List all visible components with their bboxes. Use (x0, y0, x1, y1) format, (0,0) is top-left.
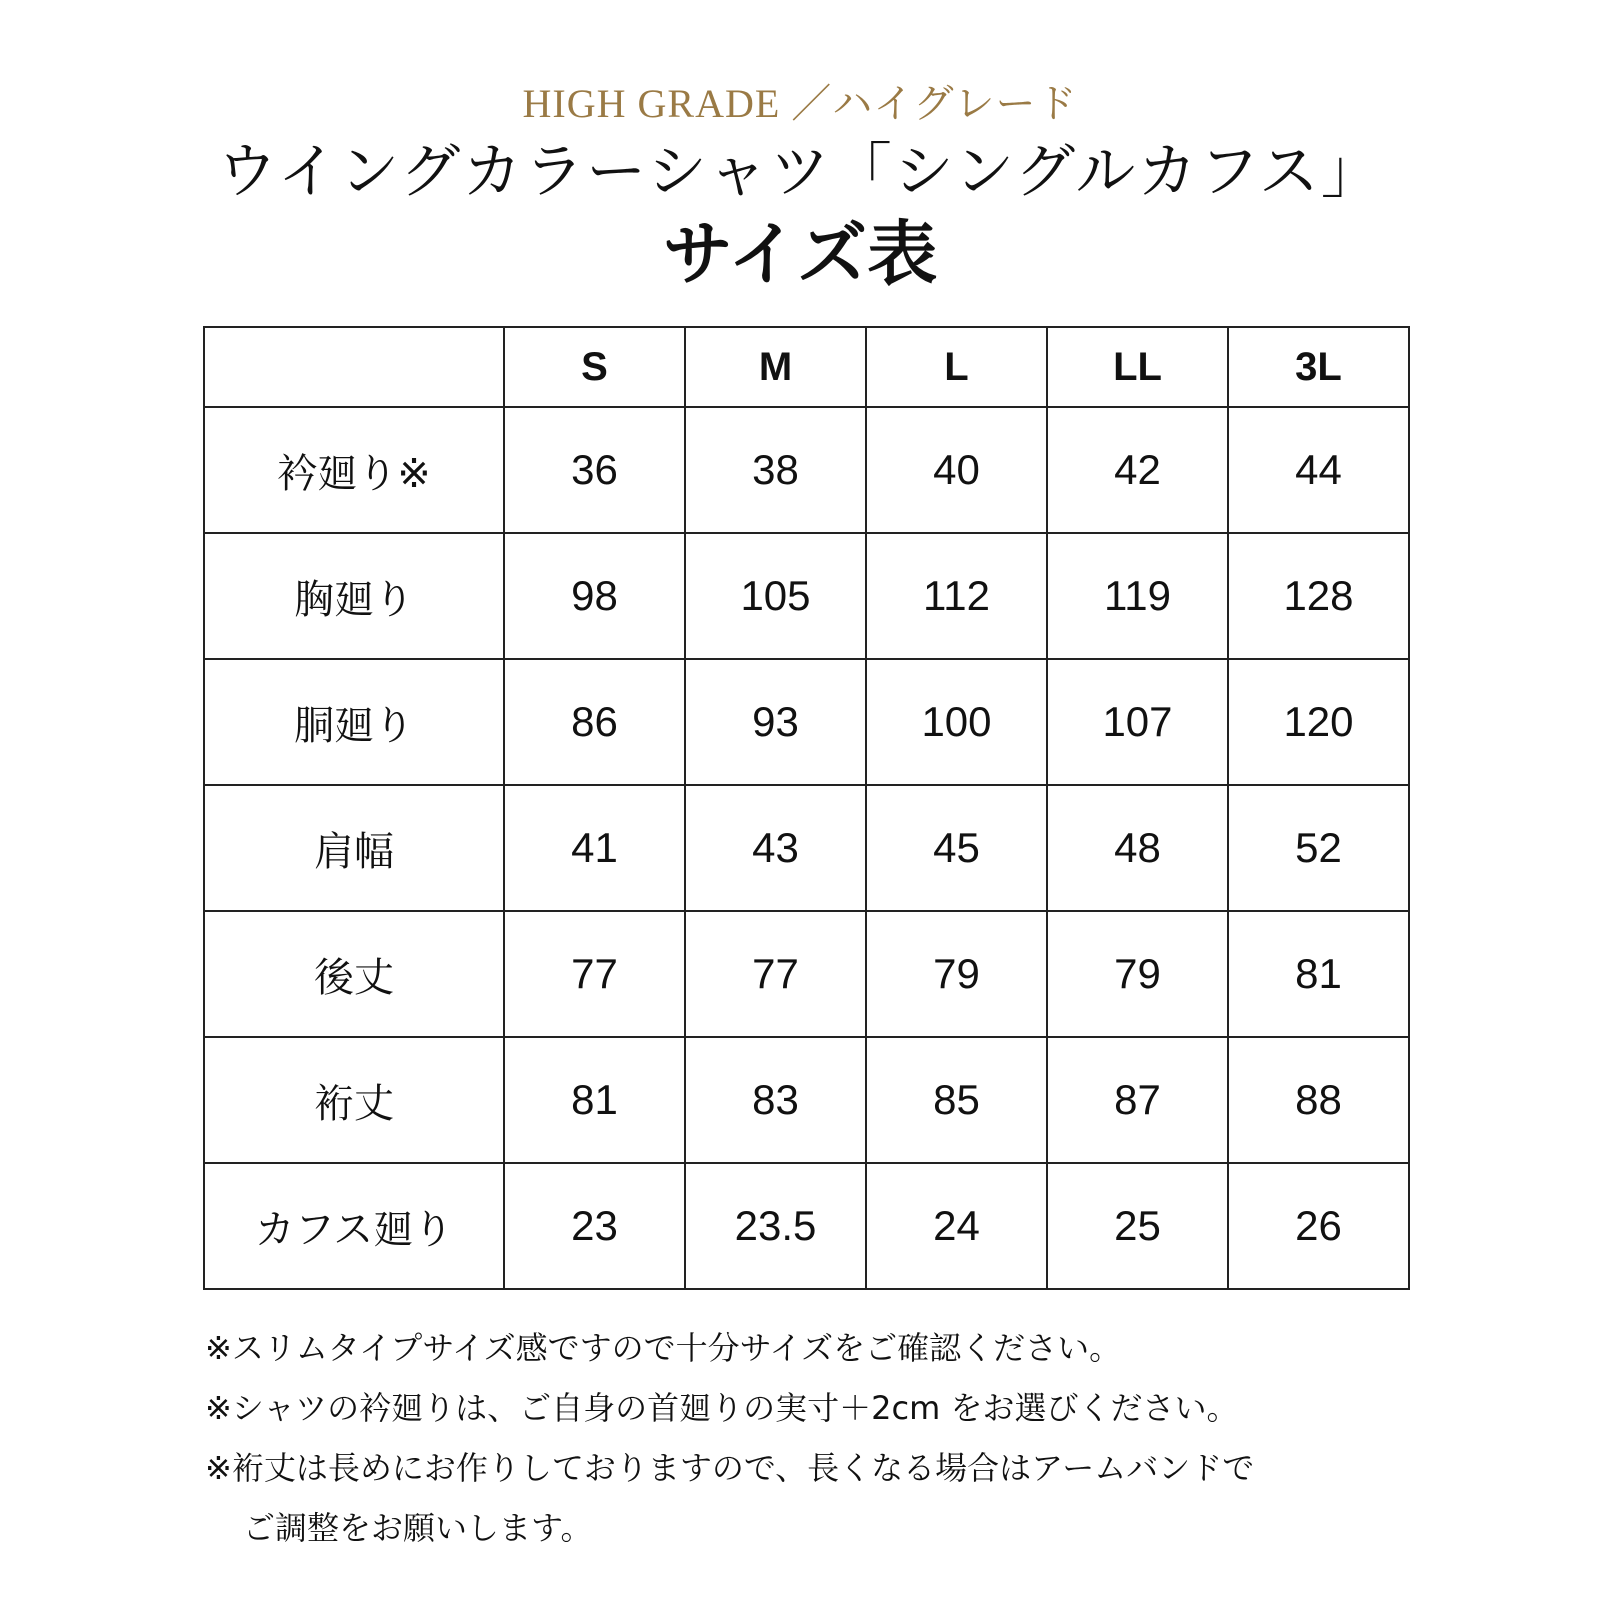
table-cell: 107 (1047, 659, 1228, 785)
table-cell: 36 (504, 407, 685, 533)
size-header-ll: LL (1047, 327, 1228, 407)
notes (205, 1318, 1585, 1558)
product-title: ウイングカラーシャツ「シングルカフス」 (217, 137, 1383, 207)
table-cell: 79 (866, 911, 1047, 1037)
table-cell: 77 (685, 911, 866, 1037)
row-label-cuff: カフス廻り (204, 1163, 504, 1289)
table-row (204, 533, 1409, 659)
table-cell: 42 (1047, 407, 1228, 533)
table-cell: 86 (504, 659, 685, 785)
size-table (203, 326, 1410, 1290)
table-cell: 38 (685, 407, 866, 533)
table-row (204, 785, 1409, 911)
table-cell: 25 (1047, 1163, 1228, 1289)
row-label-sleeve-length: 裄丈 (204, 1037, 504, 1163)
row-label-collar: 衿廻り※ (204, 407, 504, 533)
size-header-m: M (685, 327, 866, 407)
grade-label: HIGH GRADE ／ハイグレード (522, 81, 1078, 126)
size-header-3l: 3L (1228, 327, 1409, 407)
table-row (204, 659, 1409, 785)
table-row (204, 911, 1409, 1037)
size-header-row (204, 327, 1409, 407)
table-cell: 52 (1228, 785, 1409, 911)
note-slim-fit: ※スリムタイプサイズ感ですので十分サイズをご確認ください。 (205, 1329, 1122, 1367)
table-cell: 24 (866, 1163, 1047, 1289)
note-collar-size: ※シャツの衿廻りは、ご自身の首廻りの実寸＋2cm をお選びください。 (205, 1389, 1239, 1427)
table-cell: 85 (866, 1037, 1047, 1163)
table-row (204, 407, 1409, 533)
table-cell: 87 (1047, 1037, 1228, 1163)
table-cell: 41 (504, 785, 685, 911)
note-sleeve-length-cont: ご調整をお願いします。 (243, 1509, 593, 1547)
table-cell: 112 (866, 533, 1047, 659)
size-header-l: L (866, 327, 1047, 407)
table-cell: 81 (1228, 911, 1409, 1037)
size-header-s: S (504, 327, 685, 407)
table-cell: 44 (1228, 407, 1409, 533)
row-label-back-length: 後丈 (204, 911, 504, 1037)
table-cell: 119 (1047, 533, 1228, 659)
corner-cell (204, 327, 504, 407)
table-cell: 81 (504, 1037, 685, 1163)
table-cell: 100 (866, 659, 1047, 785)
table-cell: 26 (1228, 1163, 1409, 1289)
table-cell: 23 (504, 1163, 685, 1289)
table-cell: 128 (1228, 533, 1409, 659)
table-cell: 105 (685, 533, 866, 659)
table-row (204, 1037, 1409, 1163)
table-cell: 48 (1047, 785, 1228, 911)
row-label-chest: 胸廻り (204, 533, 504, 659)
note-sleeve-length: ※裄丈は長めにお作りしておりますので、長くなる場合はアームバンドで (205, 1449, 1255, 1487)
table-cell: 43 (685, 785, 866, 911)
table-cell: 40 (866, 407, 1047, 533)
table-cell: 88 (1228, 1037, 1409, 1163)
table-cell: 93 (685, 659, 866, 785)
table-cell: 77 (504, 911, 685, 1037)
table-cell: 79 (1047, 911, 1228, 1037)
table-cell: 120 (1228, 659, 1409, 785)
table-cell: 98 (504, 533, 685, 659)
row-label-waist: 胴廻り (204, 659, 504, 785)
table-cell: 45 (866, 785, 1047, 911)
row-label-shoulder: 肩幅 (204, 785, 504, 911)
table-cell: 23.5 (685, 1163, 866, 1289)
table-row (204, 1163, 1409, 1289)
table-cell: 83 (685, 1037, 866, 1163)
size-chart-title: サイズ表 (662, 213, 938, 295)
